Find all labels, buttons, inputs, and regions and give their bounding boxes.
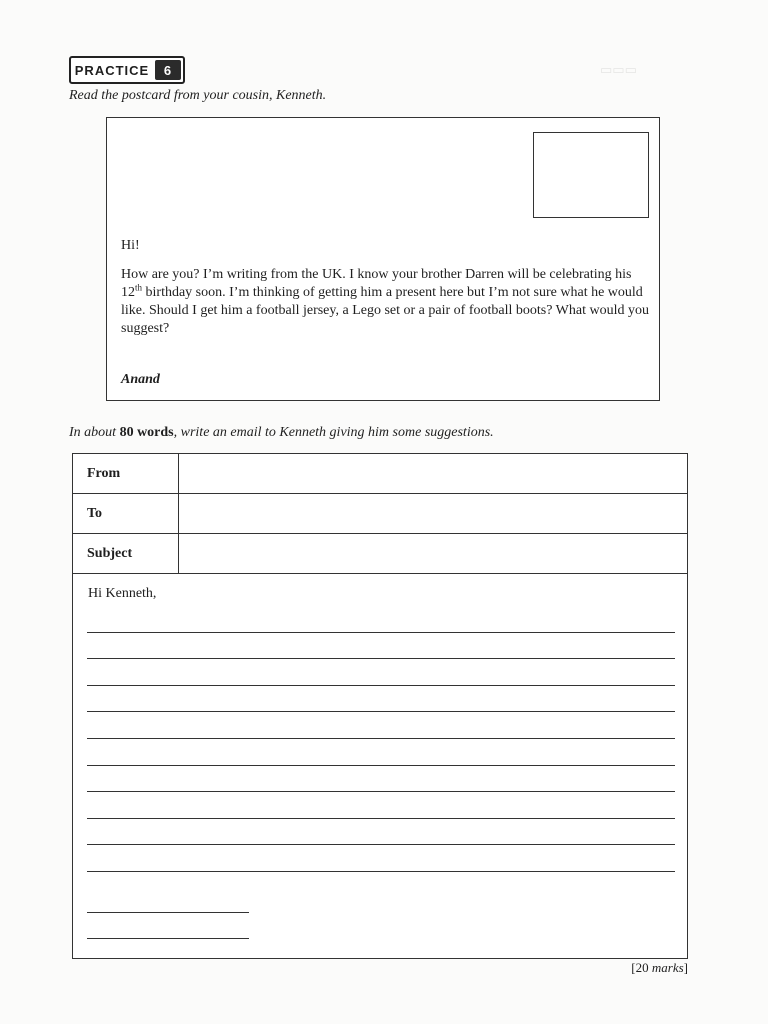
email-form bbox=[72, 453, 688, 959]
email-instruction-suffix: , write an email to Kenneth giving him some suggestions. bbox=[173, 425, 494, 440]
email-instruction bbox=[69, 425, 494, 441]
stamp-box bbox=[533, 132, 649, 218]
name-line[interactable] bbox=[87, 938, 249, 939]
postcard-signature: Anand bbox=[121, 372, 160, 387]
subject-label: Subject bbox=[73, 534, 179, 573]
from-field[interactable] bbox=[180, 454, 687, 493]
practice-badge-label: PRACTICE bbox=[74, 62, 150, 78]
signoff-line[interactable] bbox=[87, 912, 249, 913]
postcard-body-part-2: birthday soon. I’m thinking of getting him a present here but I’m not sure what he would like. Should I get him a football jersey, a Lego set or a pair of football boots? What would you suggest? bbox=[121, 285, 649, 336]
postcard-instruction: Read the postcard from your cousin, Kenneth. bbox=[69, 88, 327, 103]
marks-word: marks bbox=[651, 960, 684, 975]
practice-badge-number: 6 bbox=[155, 60, 181, 80]
postcard-body-part-1: How are you? I’m writing from the UK. I know your brother Darren will be celebrating his 12 bbox=[121, 267, 632, 300]
writing-line[interactable] bbox=[87, 711, 675, 712]
email-salutation: Hi Kenneth, bbox=[88, 586, 157, 601]
postcard-body-superscript: th bbox=[135, 282, 143, 293]
writing-line[interactable] bbox=[87, 844, 675, 845]
marks-number: 20 bbox=[635, 960, 649, 975]
show-through-marks: ▭▭▭ bbox=[600, 62, 637, 77]
subject-field[interactable] bbox=[180, 534, 687, 573]
from-label: From bbox=[73, 454, 179, 493]
email-instruction-word-count: 80 words bbox=[119, 425, 174, 440]
email-instruction-prefix: In about bbox=[69, 425, 120, 440]
marks-label bbox=[631, 960, 688, 976]
from-row bbox=[73, 454, 687, 494]
writing-line[interactable] bbox=[87, 658, 675, 659]
writing-line[interactable] bbox=[87, 738, 675, 739]
writing-line[interactable] bbox=[87, 765, 675, 766]
writing-line[interactable] bbox=[87, 818, 675, 819]
postcard bbox=[106, 117, 660, 401]
writing-line[interactable] bbox=[87, 632, 675, 633]
postcard-greeting: Hi! bbox=[121, 238, 140, 253]
writing-line[interactable] bbox=[87, 791, 675, 792]
postcard-body bbox=[121, 266, 649, 338]
writing-line[interactable] bbox=[87, 871, 675, 872]
subject-row bbox=[73, 534, 687, 574]
to-field[interactable] bbox=[180, 494, 687, 533]
to-row bbox=[73, 494, 687, 534]
practice-badge bbox=[69, 56, 185, 84]
writing-line[interactable] bbox=[87, 685, 675, 686]
marks-close-bracket: ] bbox=[683, 960, 688, 975]
to-label: To bbox=[73, 494, 179, 533]
marks-open-bracket: [ bbox=[631, 960, 636, 975]
